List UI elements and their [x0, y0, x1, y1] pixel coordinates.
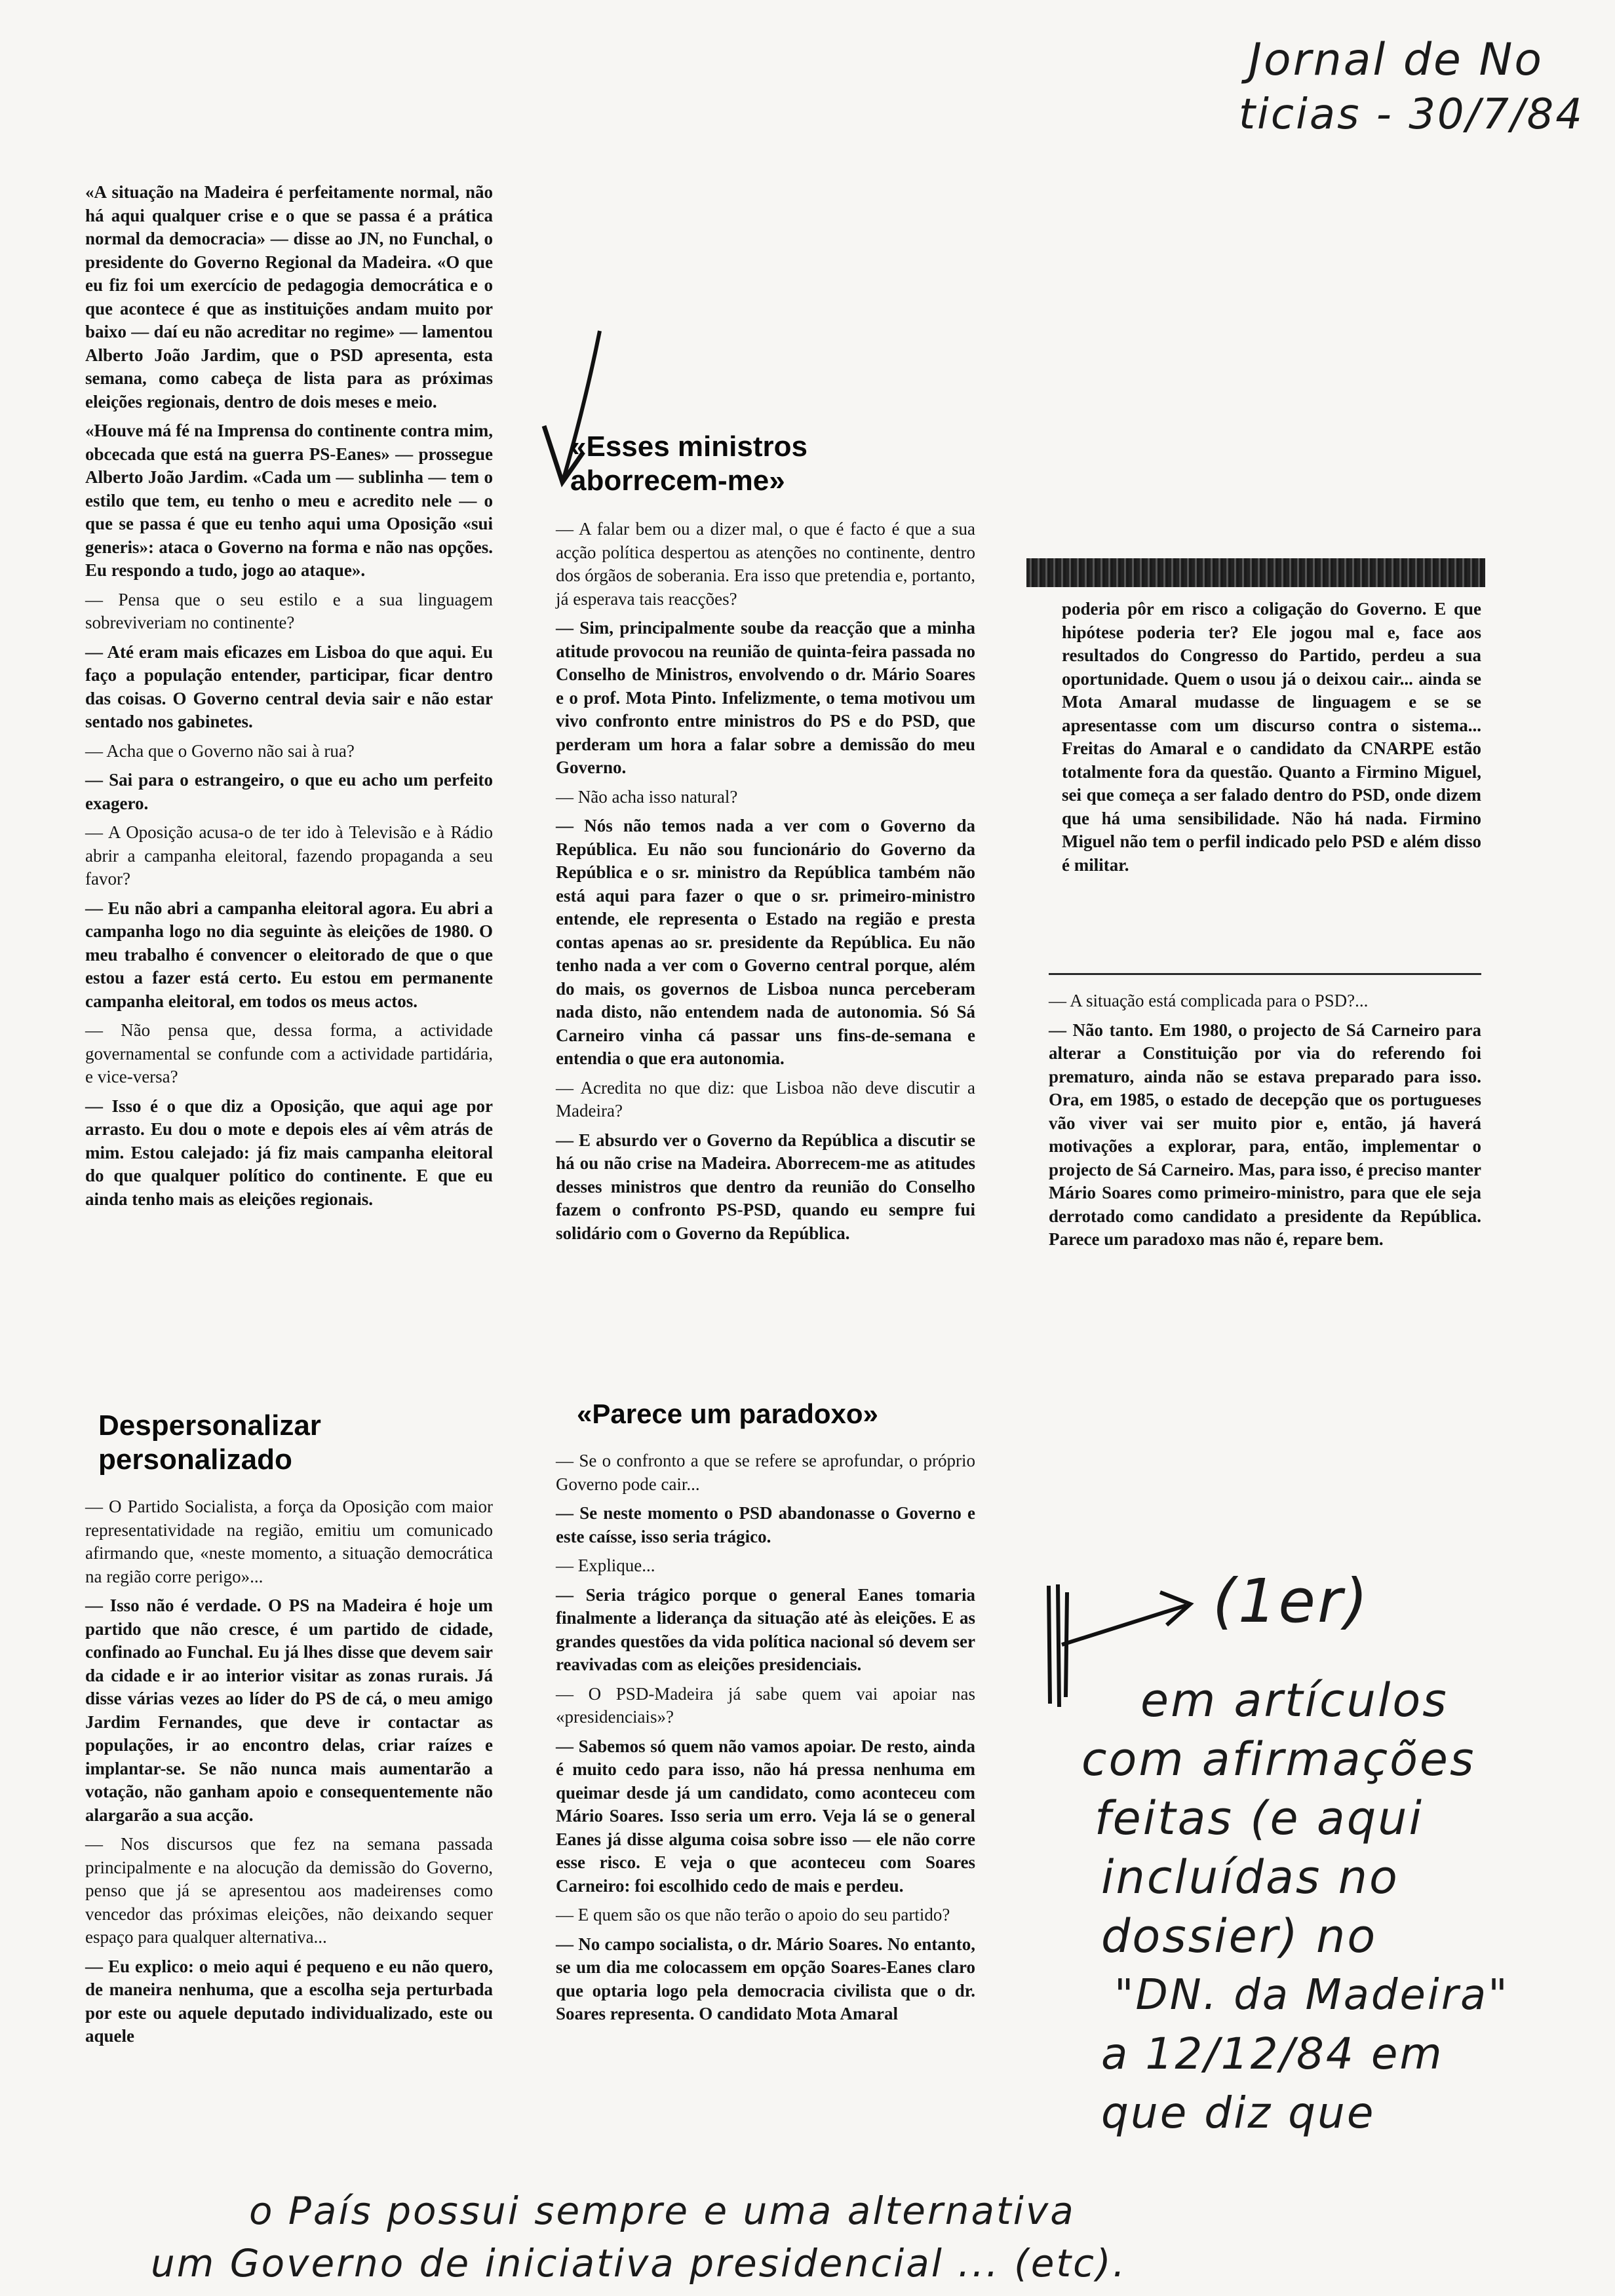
handwritten-note-line: em artículos: [1140, 1674, 1449, 1727]
paragraph: — A falar bem ou a dizer mal, o que é facto é que a sua acção política despertou as atenções no continente, dentro dos órgãos de soberania. Era isso que pretendia e, portanto, já esperava tais reacções?: [556, 519, 975, 609]
paragraph: — Até eram mais eficazes em Lisboa do que aqui. Eu faço a população entender, participar, ficar dentro das coisas. O Governo central devia sair e não estar sentado nos gabinetes.: [85, 641, 493, 731]
paragraph: — A Oposição acusa-o de ter ido à Televisão e à Rádio abrir a campanha eleitoral, fazendo propaganda a seu favor?: [85, 822, 493, 889]
paragraph: — Isso é o que diz a Oposição, que aqui age por arrasto. Eu dou o mote e depois eles aí vêm atrás de mim. Estou calejado: já fiz mais campanha eleitoral do que qualquer político do continente. E que eu ainda tenho mais as eleições regionais.: [85, 1096, 493, 1209]
article-column-2b: [556, 1449, 975, 2032]
paragraph: — E quem são os que não terão o apoio do seu partido?: [556, 1905, 950, 1924]
article-column-2: [556, 518, 975, 1251]
handwritten-note-line: "DN. da Madeira": [1114, 1971, 1509, 2019]
paragraph: — Seria trágico porque o general Eanes tomaria finalmente a liderança da situação até às eleições. E as grandes questões da vida política nacional só devem ser reavivadas com as eleições presidenciais.: [556, 1584, 975, 1674]
paragraph: — Nos discursos que fez na semana passada principalmente e na alocução da demissão do Governo, penso que já se apresentou aos madeirenses como vencedor das próximas eleições, não deixando sequer espaço para qualquer alternativa...: [85, 1834, 493, 1947]
paragraph: — Pensa que o seu estilo e a sua linguagem sobreviveriam no continente?: [85, 589, 493, 632]
heading-esses-ministros: «Esses ministros aborrecem-me»: [570, 430, 808, 497]
handwritten-header-line2: ticias - 30/7/84: [1239, 90, 1584, 139]
paragraph: — Não acha isso natural?: [556, 786, 738, 807]
paragraph: — O PSD-Madeira já sabe quem vai apoiar nas «presidenciais»?: [556, 1683, 975, 1727]
article-column-1: [85, 181, 493, 1217]
paragraph: — No campo socialista, o dr. Mário Soares. No entanto, se um dia me colocassem em opção Soares-Eanes claro que optaria logo pela democracia civilista que o dr. Soares representa. O candidato Mota Amaral: [556, 1934, 975, 2023]
paragraph: — Isso não é verdade. O PS na Madeira é hoje um partido que não cresce, é um partido de cidade, confinado ao Funchal. Eu já lhes disse que devem sair da cidade e ir ao interior visitar as zonas rurais. Já disse várias vezes ao líder do PS de cá, o meu amigo Jardim Fernandes, que deve ir contactar as populações, ir ao encontro delas, criar raízes e implantar-se. Se não nunca mais aumentarão a votação, não ganham apoio e consequentemente não alargarão a sua acção.: [85, 1596, 493, 1825]
paragraph: — Eu não abri a campanha eleitoral agora. Eu abri a campanha logo no dia seguinte às eleições de 1980. O meu trabalho é convencer o eleitorado de que o que estou a fazer está certo. Eu estou em permanente campanha eleitoral, em todos os meus actos.: [85, 898, 493, 1011]
paragraph: — Não tanto. Em 1980, o projecto de Sá Carneiro para alterar a Constituição por via do referendo foi prematuro, ainda não se estava preparado para isso. Ora, em 1985, o estado de decepção que os portugueses vão viver vai ser muito pior e, então, já haverá motivações a explorar, para, então, implementar o projecto de Sá Carneiro. Mas, para isso, é preciso manter Mário Soares como primeiro-ministro, para que ele seja derrotado como candidato a presidente da República. Parece um paradoxo mas não é, repare bem.: [1049, 1020, 1481, 1249]
article-column-1b: [85, 1495, 493, 2054]
handwritten-note-line: incluídas no: [1101, 1850, 1399, 1904]
paragraph: poderia pôr em risco a coligação do Governo. E que hipótese poderia ter? Ele jogou mal e, face aos resultados do Congresso do Partido, perdeu a sua oportunidade. Quem o usou já o deixou cair... ainda se Mota Amaral mudasse de linguagem e se se apresentasse com um discurso contra o sistema... Freitas do Amaral e o candidato da CNARPE estão totalmente fora da questão. Quanto a Firmino Miguel, sei que começa a ser falado dentro do PSD, onde dizem que há uma sensibilidade. Não há nada. Firmino Miguel não tem o perfil indicado pelo PSD e além disso é militar.: [1062, 599, 1481, 875]
handwritten-note-mark: (1er): [1213, 1566, 1370, 1636]
heading-parece-paradoxo: «Parece um paradoxo»: [577, 1398, 878, 1429]
column-3-top-bar: [1026, 558, 1485, 587]
paragraph: — E absurdo ver o Governo da República a discutir se há ou não crise na Madeira. Aborrecem-me as atitudes desses ministros que dentro da reunião do Conselho fazem o confronto PS-PSD, quando eu sempre fui solidário com o Governo da República.: [556, 1130, 975, 1243]
paragraph: — Sai para o estrangeiro, o que eu acho um perfeito exagero.: [85, 770, 493, 813]
paragraph: — Sim, principalmente soube da reacção que a minha atitude provocou na reunião de quinta-feira passada no Conselho de Ministros, envolvendo o dr. Mário Soares e o prof. Mota Pinto. Infelizmente, o tema motivou um vivo confronto entre ministros do PS e do PSD, que perderam um hora a falar sobre a demissão do meu Governo.: [556, 618, 975, 777]
column-3-separator: [1049, 973, 1481, 975]
handwritten-footer-line2: um Governo de iniciativa presidencial ... (etc).: [151, 2241, 1127, 2286]
paragraph: — Não pensa que, dessa forma, a actividade governamental se confunde com a actividade partidária, e vice-versa?: [85, 1020, 493, 1086]
handwritten-note-line: com afirmações: [1081, 1732, 1476, 1786]
handwritten-header-line1: Jornal de No: [1249, 34, 1544, 86]
paragraph: — A situação está complicada para o PSD?...: [1049, 991, 1369, 1010]
paragraph: — Nós não temos nada a ver com o Governo da República. Eu não sou funcionário do Governo da República e o sr. ministro da República também não está aqui para fazer o que o sr. primeiro-ministro entende, ele representa o Estado na região e presta contas apenas ao sr. presidente da República. Eu não tenho nada a ver com o Governo central porque, além do mais, os governos de Lisboa nunca perceberam nada disto, não entendem nada de autonomia. Só Sá Carneiro vinha cá passar uns fins-de-semana e entendia o que era autonomia.: [556, 816, 975, 1068]
handwritten-note-line: que diz que: [1101, 2088, 1376, 2138]
handwritten-note: [1075, 1671, 1509, 2143]
paragraph: «Houve má fé na Imprensa do continente contra mim, obcecada que está na guerra PS-Eanes» — prossegue Alberto João Jardim. «Cada um — sublinha — tem o estilo que tem, eu tenho o meu e acredito nele — o que se passa é que eu tenho aqui uma Oposição «sui generis»: ataca o Governo na forma e não nas opções. Eu respondo a tudo, jogo ao ataque».: [85, 421, 493, 580]
paragraph: — Sabemos só quem não vamos apoiar. De resto, ainda é muito cedo para isso, não há pressa nenhuma em queimar desde já um candidato, como aconteceu com Mário Soares. Isso seria um erro. Veja lá se o general Eanes já disse alguma coisa sobre isso — ele não corre esse risco. E veja o que aconteceu com Soares Carneiro: foi escolhido cedo de mais e perdeu.: [556, 1736, 975, 1896]
handwritten-note-line: dossier) no: [1101, 1909, 1378, 1963]
article-column-3b: [1049, 989, 1481, 1257]
handwritten-note-line: a 12/12/84 em: [1101, 2029, 1444, 2079]
article-column-3: [1062, 598, 1481, 883]
paragraph: — Acha que o Governo não sai à rua?: [85, 740, 355, 761]
paragraph: — Se o confronto a que se refere se aprofundar, o próprio Governo pode cair...: [556, 1451, 975, 1494]
paragraph: — Se neste momento o PSD abandonasse o Governo e este caísse, isso seria trágico.: [556, 1503, 975, 1546]
paragraph: — Acredita no que diz: que Lisboa não deve discutir a Madeira?: [556, 1077, 975, 1120]
handwritten-note-line: feitas (e aqui: [1095, 1791, 1424, 1845]
paragraph: — Explique...: [556, 1556, 655, 1575]
handwritten-footer-line1: o País possui sempre e uma alternativa: [249, 2189, 1076, 2233]
paragraph: — O Partido Socialista, a força da Oposição com maior representatividade na região, emitiu um comunicado afirmando que, «neste momento, a situação democrática na região corre perigo»...: [85, 1497, 493, 1586]
paragraph: — Eu explico: o meio aqui é pequeno e eu não quero, de maneira nenhuma, que a escolha seja perturbada por este ou aquele deputado individualizado, este ou aquele: [85, 1956, 493, 2046]
subheading-despersonalizar: Despersonalizar personalizado: [98, 1409, 321, 1476]
paragraph: «A situação na Madeira é perfeitamente normal, não há aqui qualquer crise e o que se passa é a prática normal da democracia» — disse ao JN, no Funchal, o presidente do Governo Regional da Madeira. «O que eu fiz foi um exercício de pedagogia democrática e o que acontece é que as instituições andam muito por baixo — daí eu não acreditar no regime» — lamentou Alberto João Jardim, que o PSD apresenta, esta semana, como cabeça de lista para as próximas eleições regionais, dentro de dois meses e meio.: [85, 182, 493, 411]
